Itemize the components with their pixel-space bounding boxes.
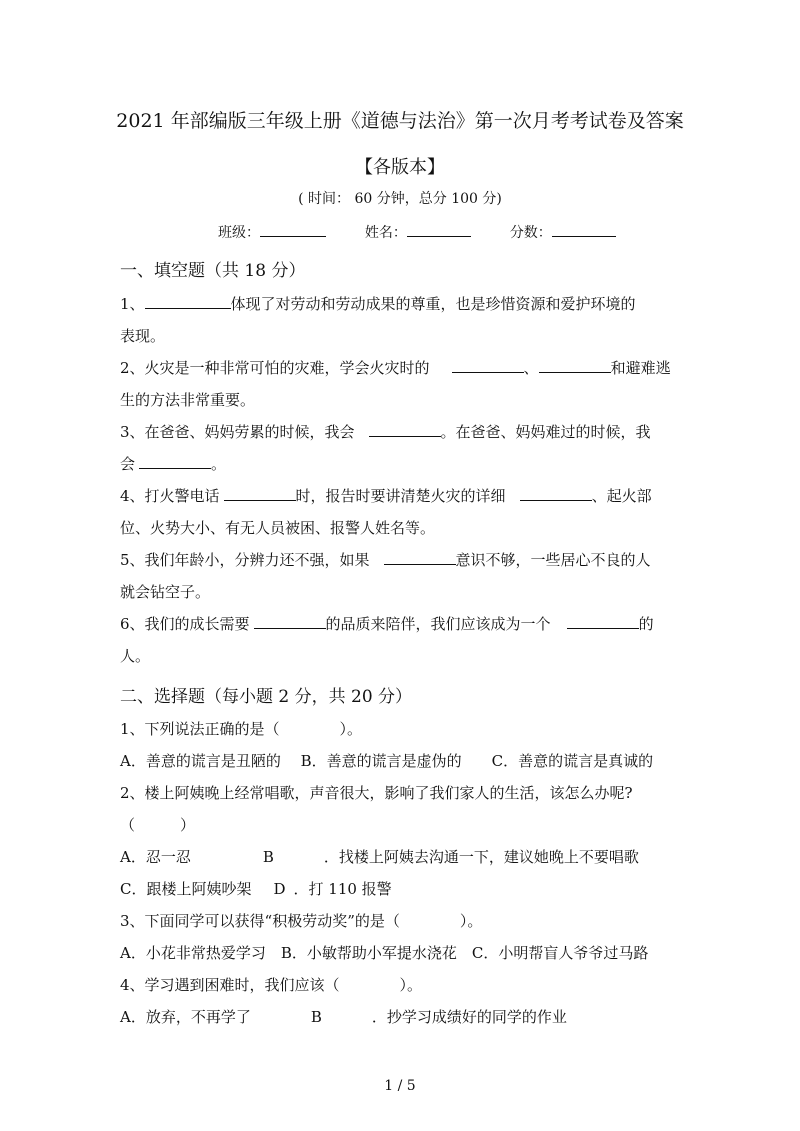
q-text: 的品质来陪伴，我们应该成为一个 [325,615,551,633]
option-a: A．放弃，不再学了 [120,1008,251,1026]
q-text: 时，报告时要讲清楚火灾的详细 [295,487,506,505]
answer-blank [384,550,456,565]
question-1-1-cont: 表现。 [120,327,166,345]
question-2-1: 1、下列说法正确的是（ ）。 [120,720,363,738]
answer-blank [145,294,231,309]
question-2-2: 2、楼上阿姨晚上经常唱歌，声音很大，影响了我们家人的生活，该怎么办呢? [120,784,633,802]
answer-blank [254,614,326,629]
student-info-row [218,222,616,242]
question-2-4-options [120,1006,567,1027]
name-label: 姓名： [364,225,407,241]
class-label: 班级： [218,225,260,241]
q-text: 4、打火警电话 [120,487,220,505]
page-subtitle: 【各版本】 [355,157,445,178]
section-2-heading: 二、选择题（每小题 2 分，共 20 分） [120,687,413,707]
question-1-4-cont: 位、火势大小、有无人员被困、报警人姓名等。 [120,519,436,537]
question-1-6-cont: 人。 [120,647,151,665]
question-1-4 [120,485,652,506]
answer-blank [224,486,296,501]
answer-blank [567,614,639,629]
question-2-2-options-ab [120,846,639,867]
class-blank [260,222,326,237]
q-text: 和避难逃 [610,359,671,377]
q-text: 意识不够，一些居心不良的人 [455,551,651,569]
option-a: A．忍一忍 [120,848,191,866]
option-d-letter: D [273,880,286,898]
option-b: ．找楼上阿姨去沟通一下，建议她晚上不要唱歌 [323,848,639,866]
answer-blank [520,486,592,501]
question-1-5 [120,549,651,570]
answer-blank [539,358,611,373]
q-text: 2、火灾是一种非常可怕的灾难，学会火灾时的 [120,359,430,377]
question-1-5-cont: 就会钻空子。 [120,583,211,601]
q-text: 。 [211,455,227,473]
q-text: 1、 [120,295,145,313]
option-b-letter: B [262,848,274,866]
question-1-3-cont [120,453,226,474]
answer-blank [369,422,441,437]
q-text: 。在爸爸、妈妈难过的时候，我 [440,423,651,441]
name-blank [407,222,471,237]
q-text: 6、我们的成长需要 [120,615,250,633]
question-2-3-options: A．小花非常热爱学习 B．小敏帮助小军提水浇花 C．小明帮盲人爷爷过马路 [120,944,649,962]
question-1-6 [120,613,654,634]
score-label: 分数： [509,225,552,241]
section-1-heading: 一、填空题（共 18 分） [120,261,306,281]
q-text: 体现了对劳动和劳动成果的尊重，也是珍惜资源和爱护环境的 [230,295,636,313]
option-d: ．打 110 报警 [293,880,392,898]
q-text: 3、在爸爸、妈妈劳累的时候，我会 [120,423,355,441]
q-text: 5、我们年龄小，分辨力还不强，如果 [120,551,370,569]
time-info: ( 时间： 60 分钟，总分 100 分) [298,191,502,207]
question-2-3: 3、下面同学可以获得“积极劳动奖”的是（ ）。 [120,912,483,930]
question-2-1-options: A．善意的谎言是丑陋的 B．善意的谎言是虚伪的 C．善意的谎言是真诚的 [120,752,654,770]
question-2-2-options-cd [120,878,392,899]
option-c: C．跟楼上阿姨吵架 [120,880,252,898]
question-2-4: 4、学习遇到困难时，我们应该（ ）。 [120,976,423,994]
answer-blank [452,358,524,373]
score-blank [552,222,616,237]
question-1-2-cont: 生的方法非常重要。 [120,391,256,409]
answer-blank [139,454,211,469]
question-1-2 [120,357,671,378]
page-title: 2021 年部编版三年级上册《道德与法治》第一次月考考试卷及答案 [116,110,684,132]
question-2-2-paren: （ ） [120,816,196,834]
page-number: 1 / 5 [384,1078,416,1094]
question-1-3 [120,421,651,442]
q-text: 的 [638,615,654,633]
option-b-letter: B [310,1008,322,1026]
option-b: ．抄学习成绩好的同学的作业 [371,1008,567,1026]
q-text: 、起火部 [591,487,652,505]
question-1-1 [120,293,636,314]
q-text: 、 [523,359,539,377]
q-text: 会 [120,455,136,473]
